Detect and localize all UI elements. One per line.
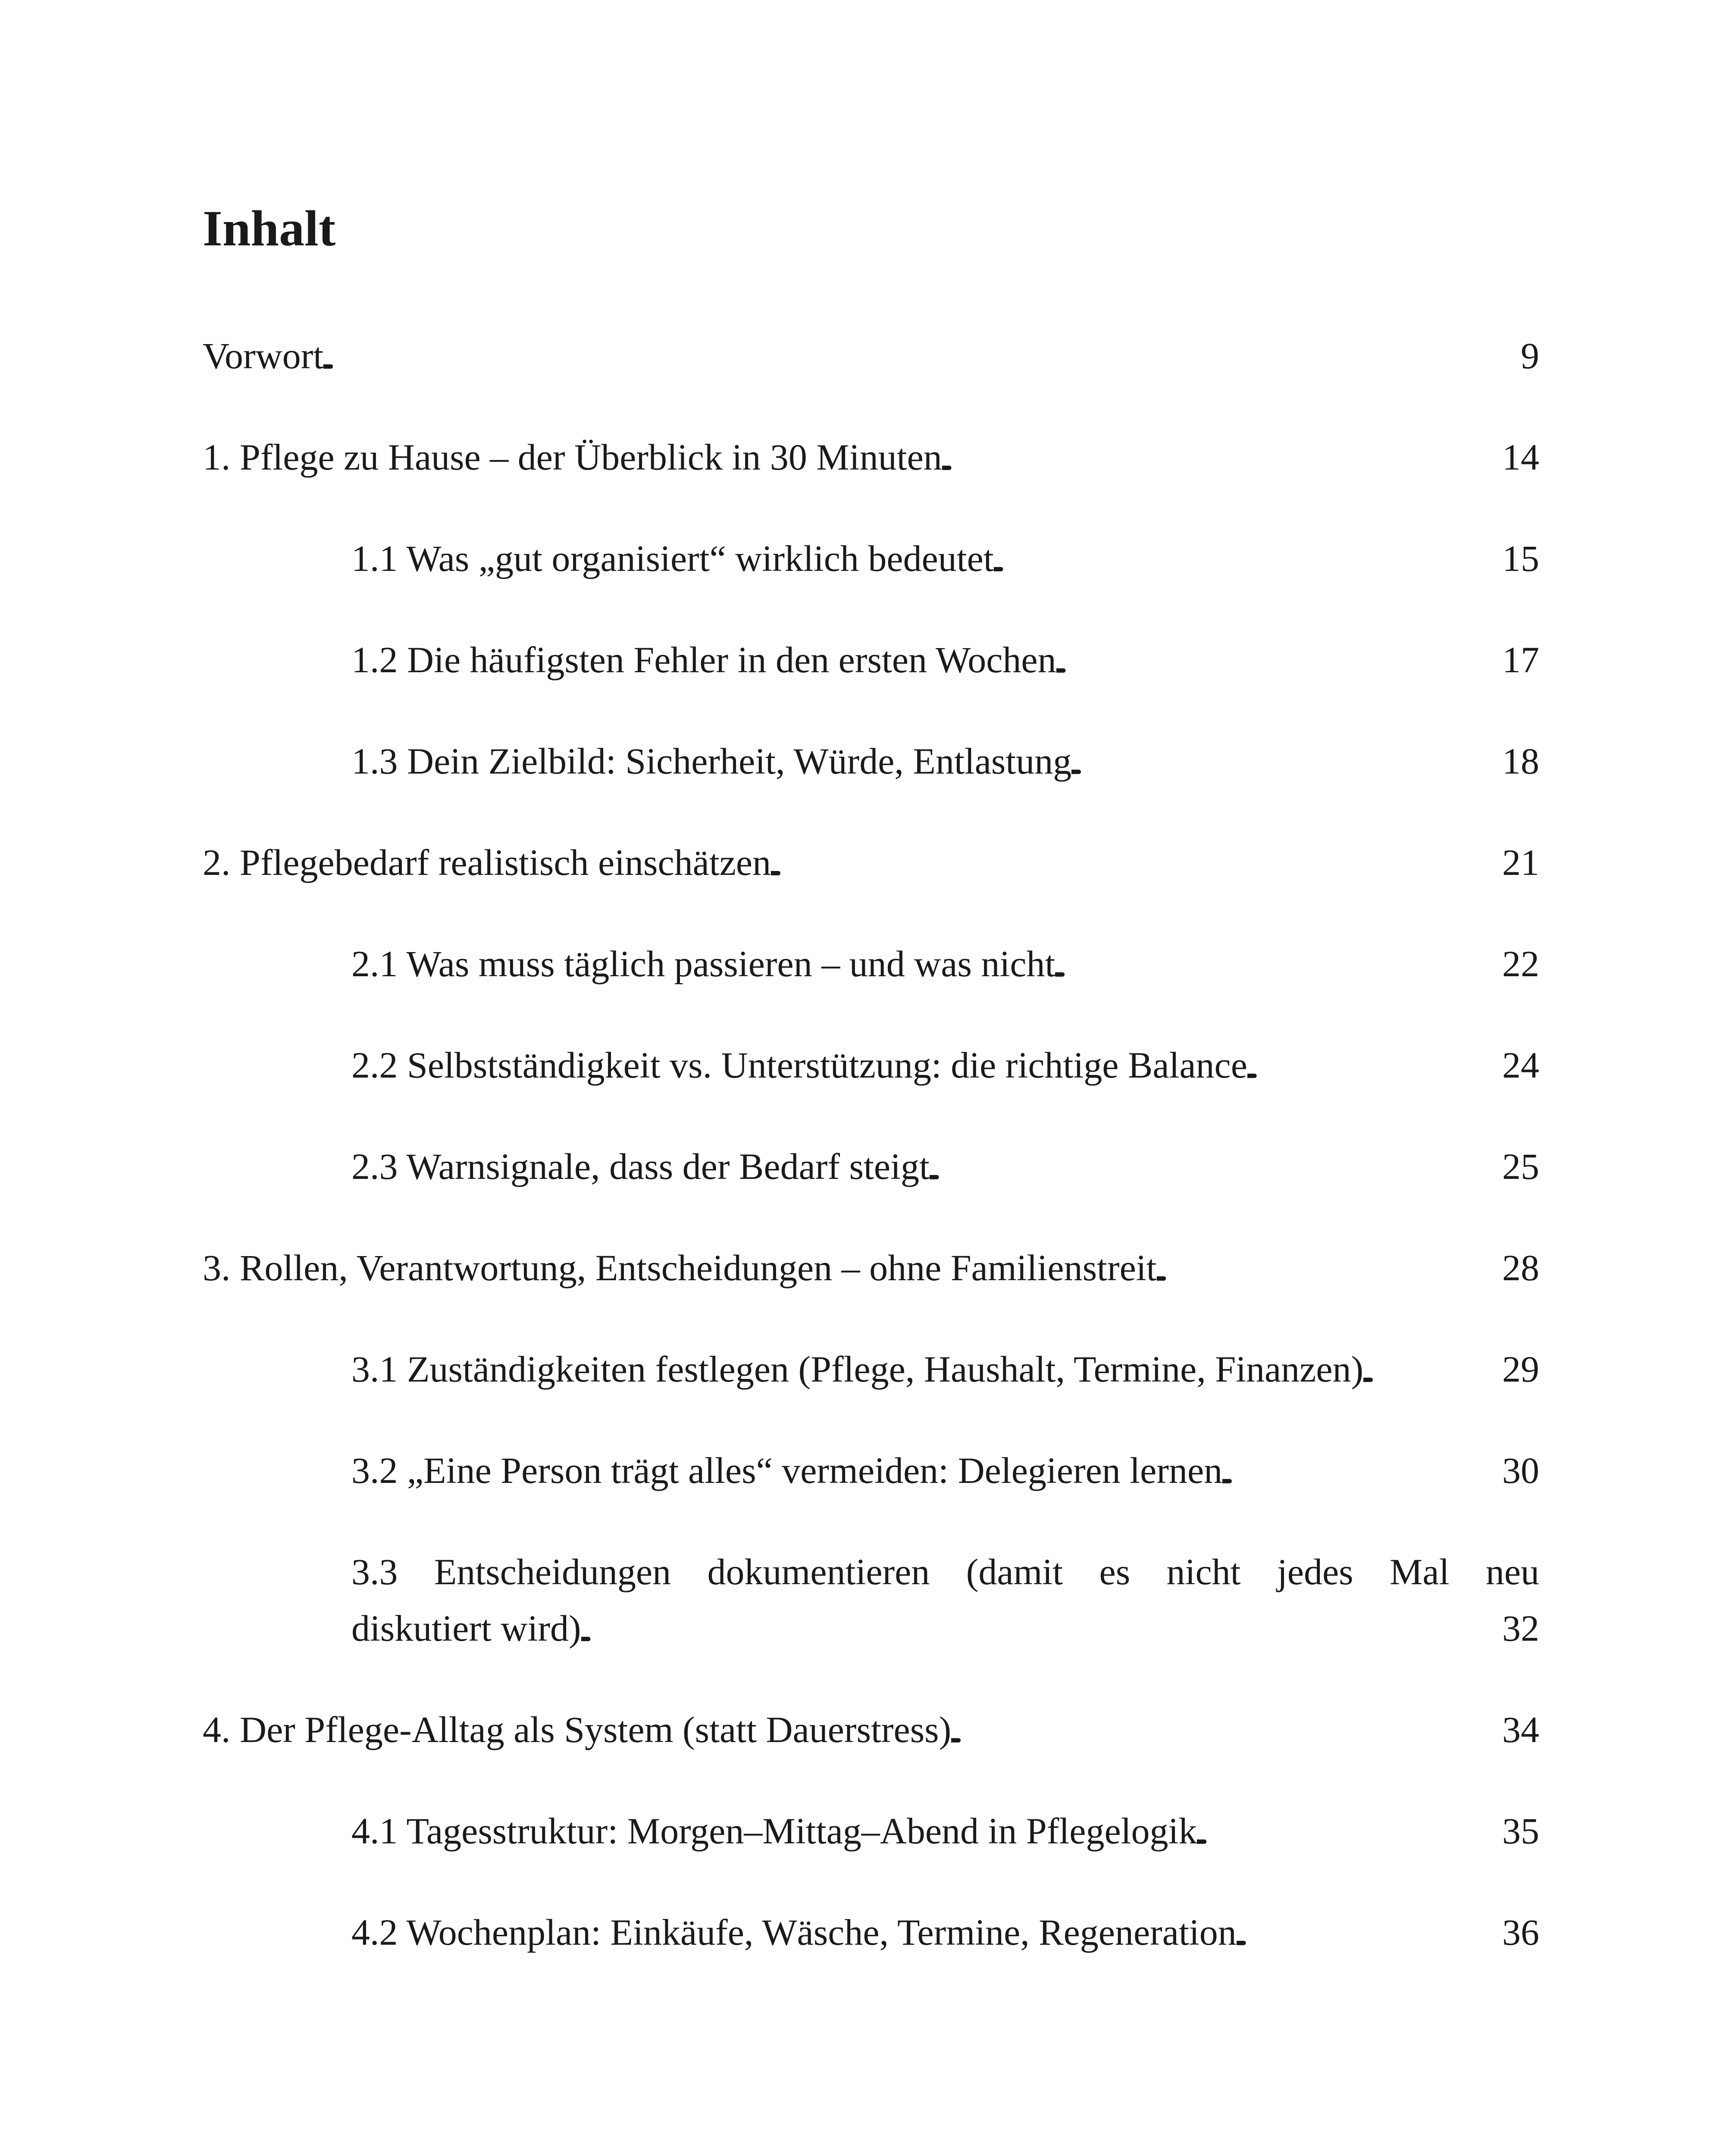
toc-entry-label-line-2: diskutiert wird)	[351, 1608, 581, 1649]
dot-leader	[951, 1702, 1502, 1758]
dot-leader	[1055, 936, 1502, 992]
toc-entry-label: Vorwort	[203, 335, 324, 376]
dot-leader	[1056, 632, 1502, 688]
page-title: Inhalt	[203, 200, 336, 257]
toc-entry-label: 4.1 Tagesstruktur: Morgen–Mittag–Abend in Pflegelogik	[351, 1810, 1197, 1852]
toc-page-number: 24	[1502, 1044, 1539, 1086]
toc-page-number: 32	[1502, 1608, 1539, 1649]
table-of-contents	[203, 328, 1539, 1961]
toc-entry-label: 3.2 „Eine Person trägt alles“ vermeiden: Delegieren lernen	[351, 1450, 1223, 1491]
toc-page-number: 9	[1521, 335, 1539, 376]
toc-entry-1-3[interactable]	[203, 733, 1539, 790]
toc-page-number: 17	[1502, 639, 1539, 680]
toc-entry-3-1[interactable]	[203, 1341, 1539, 1398]
toc-page-number: 18	[1502, 740, 1539, 782]
toc-entry-label: 3.1 Zuständigkeiten festlegen (Pflege, Haushalt, Termine, Finanzen)	[351, 1348, 1364, 1390]
toc-entry-chapter-3[interactable]	[203, 1240, 1539, 1296]
toc-entry-label: 2.2 Selbstständigkeit vs. Unterstützung: die richtige Balance	[351, 1044, 1247, 1086]
toc-entry-1-2[interactable]	[203, 632, 1539, 688]
dot-leader	[1222, 1442, 1502, 1499]
toc-entry-line-2	[351, 1600, 1539, 1657]
toc-entry-label: 1.2 Die häufigsten Fehler in den ersten Wochen	[351, 639, 1056, 680]
toc-entry-label: 3. Rollen, Verantwortung, Entscheidungen – ohne Familienstreit	[203, 1247, 1157, 1288]
toc-entry-label: 2. Pflegebedarf realistisch einschätzen	[203, 842, 771, 883]
toc-page-number: 28	[1502, 1247, 1539, 1288]
dot-leader	[581, 1600, 1502, 1657]
dot-leader	[771, 834, 1502, 891]
dot-leader	[1247, 1037, 1502, 1094]
toc-entry-label: 1.3 Dein Zielbild: Sicherheit, Würde, Entlastung	[351, 740, 1072, 782]
toc-entry-chapter-1[interactable]	[203, 429, 1539, 486]
toc-entry-1-1[interactable]	[203, 530, 1539, 587]
dot-leader	[942, 429, 1502, 486]
dot-leader	[1071, 733, 1502, 790]
toc-entry-2-2[interactable]	[203, 1037, 1539, 1094]
toc-entry-chapter-4[interactable]	[203, 1702, 1539, 1758]
toc-entry-label-line-1: 3.3 Entscheidungen dokumentieren (damit es nicht jedes Mal neu	[351, 1551, 1539, 1592]
toc-page-number: 35	[1502, 1810, 1539, 1852]
toc-entry-vorwort[interactable]	[203, 328, 1539, 384]
dot-leader	[1237, 1904, 1502, 1961]
toc-entry-4-1[interactable]	[203, 1803, 1539, 1859]
toc-page-number: 34	[1502, 1709, 1539, 1750]
dot-leader	[1363, 1341, 1502, 1398]
toc-page-number: 36	[1502, 1912, 1539, 1953]
toc-entry-chapter-2[interactable]	[203, 834, 1539, 891]
toc-page-number: 30	[1502, 1450, 1539, 1491]
toc-entry-label: 2.1 Was muss täglich passieren – und was nicht	[351, 943, 1055, 984]
toc-entry-2-1[interactable]	[203, 936, 1539, 992]
toc-entry-4-2[interactable]	[203, 1904, 1539, 1961]
toc-entry-label: 2.3 Warnsignale, dass der Bedarf steigt	[351, 1146, 930, 1187]
toc-entry-3-2[interactable]	[203, 1442, 1539, 1499]
toc-page-number: 29	[1502, 1348, 1539, 1390]
toc-entry-label: 4. Der Pflege-Alltag als System (statt Dauerstress)	[203, 1709, 952, 1750]
toc-entry-3-3[interactable]	[203, 1544, 1539, 1657]
toc-entry-label: 1.1 Was „gut organisiert“ wirklich bedeutet	[351, 538, 994, 579]
toc-entry-label: 1. Pflege zu Hause – der Überblick in 30 Minuten	[203, 436, 942, 478]
dot-leader	[1197, 1803, 1502, 1859]
dot-leader	[1157, 1240, 1502, 1296]
toc-page-number: 14	[1502, 436, 1539, 478]
dot-leader	[994, 530, 1502, 587]
dot-leader	[930, 1138, 1502, 1195]
toc-entry-label: 4.2 Wochenplan: Einkäufe, Wäsche, Termine, Regeneration	[351, 1912, 1237, 1953]
toc-entry-2-3[interactable]	[203, 1138, 1539, 1195]
toc-page-number: 21	[1502, 842, 1539, 883]
toc-page-number: 15	[1502, 538, 1539, 579]
dot-leader	[323, 328, 1521, 384]
toc-page-number: 25	[1502, 1146, 1539, 1187]
toc-page-number: 22	[1502, 943, 1539, 984]
